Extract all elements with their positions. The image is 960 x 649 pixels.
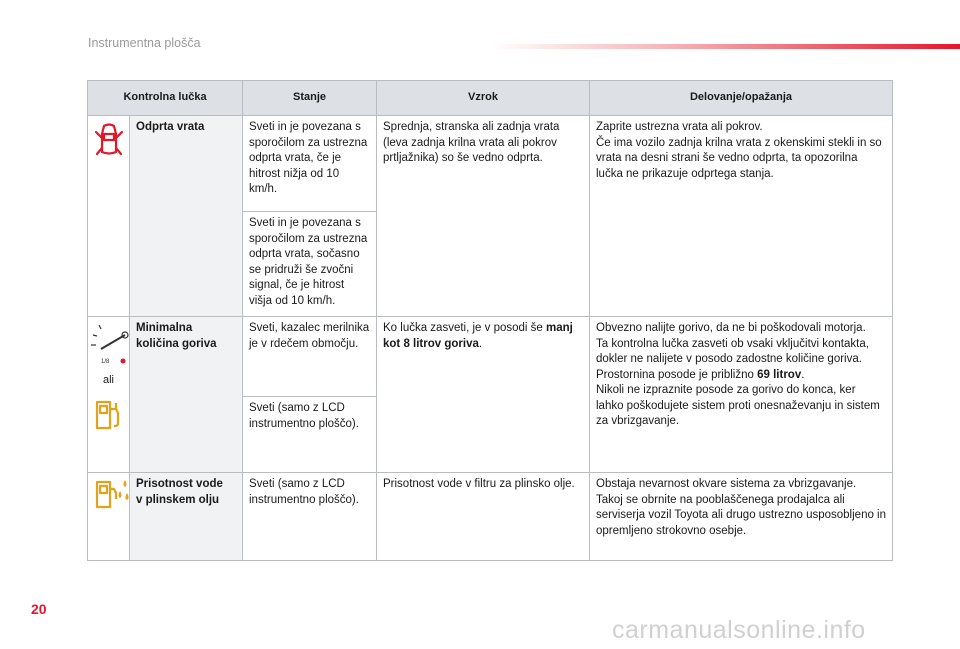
table-row: [88, 116, 893, 212]
water-in-diesel-icon: [94, 477, 132, 511]
door-open-icon: [94, 120, 124, 160]
column-header-light: Kontrolna lučka: [88, 81, 243, 116]
water-cause: Prisotnost vode v filtru za plinsko olje.: [377, 473, 590, 561]
door-open-icon-cell: [88, 116, 130, 317]
water-action: Obstaja nevarnost okvare sistema za vbrizgavanje. Takoj se obrnite na pooblaščenega prodajalca ali serviserja vozil Toyota ali drugo ustrezno usposobljeno in opremljeno strokovno osebje.: [590, 473, 893, 561]
fuel-gauge-icon: [89, 321, 129, 365]
table-header-row: [88, 81, 893, 116]
door-state-1: Sveti in je povezana s sporočilom za ustrezna odprta vrata, če je hitrost nižja od 10 km/h.: [243, 116, 377, 212]
svg-text:1/8: 1/8: [100, 359, 109, 365]
table-row: [88, 317, 893, 397]
watermark: carmanualsonline.info: [612, 616, 866, 644]
warning-lights-table: [87, 80, 893, 561]
water-light-name: Prisotnost vode v plinskem olju: [130, 473, 243, 561]
page-number: 20: [31, 601, 47, 617]
column-header-cause: Vzrok: [377, 81, 590, 116]
fuel-light-name: Minimalna količina goriva: [130, 317, 243, 473]
column-header-action: Delovanje/opažanja: [590, 81, 893, 116]
door-cause: Sprednja, stranska ali zadnja vrata (leva zadnja krilna vrata ali pokrov prtljažnika) so še vedno odprta.: [377, 116, 590, 317]
section-title: Instrumentna plošča: [88, 36, 201, 50]
water-in-diesel-icon-cell: [88, 473, 130, 561]
fuel-state-1: Sveti, kazalec merilnika je v rdečem območju.: [243, 317, 377, 397]
door-action: Zaprite ustrezna vrata ali pokrov. Če ima vozilo zadnja krilna vrata z okenskimi stekli in so vrata na desni strani še vedno odprta, ta opozorilna lučka ne prikazuje odprtega stanja.: [590, 116, 893, 317]
fuel-icon-cell: [88, 317, 130, 473]
header-accent-bar: [490, 44, 960, 49]
column-header-state: Stanje: [243, 81, 377, 116]
table-row: [88, 473, 893, 561]
door-state-2: Sveti in je povezana s sporočilom za ustrezna odprta vrata, sočasno se pridruži še zvočni signal, če je hitrost višja od 10 km/h.: [243, 212, 377, 317]
water-state: Sveti (samo z LCD instrumentno ploščo).: [243, 473, 377, 561]
fuel-pump-icon: [94, 399, 124, 431]
or-label: ali: [102, 374, 114, 386]
fuel-cause: Ko lučka zasveti, je v posodi še manj kot 8 litrov goriva.: [377, 317, 590, 473]
door-light-name: Odprta vrata: [130, 116, 243, 317]
fuel-action: Obvezno nalijte gorivo, da ne bi poškodovali motorja. Ta kontrolna lučka zasveti ob vsaki vključitvi kontakta, dokler ne nalijete v posodo zadostne količine goriva. Prostornina posode je približno 69 litrov. Nikoli ne izpraznite posode za gorivo do konca, ker lahko poškodujete sistem proti onesnaževanju in sistem za vbrizgavanje.: [590, 317, 893, 473]
fuel-state-2: Sveti (samo z LCD instrumentno ploščo).: [243, 397, 377, 473]
